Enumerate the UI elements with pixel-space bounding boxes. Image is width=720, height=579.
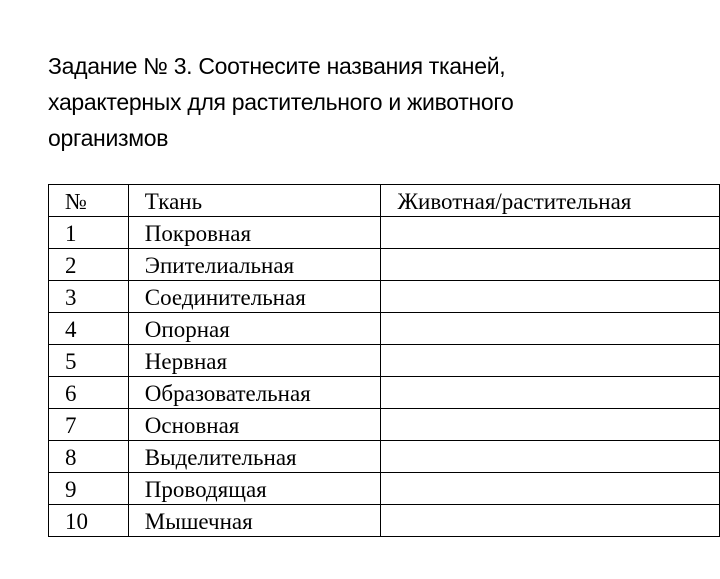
table-row <box>49 377 720 409</box>
row-tissue: Проводящая <box>128 473 381 505</box>
row-number: 3 <box>49 281 129 313</box>
table-row <box>49 281 720 313</box>
row-number: 8 <box>49 441 129 473</box>
row-type-answer[interactable] <box>381 249 720 281</box>
table-row <box>49 249 720 281</box>
row-number: 10 <box>49 505 129 537</box>
row-type-answer[interactable] <box>381 441 720 473</box>
tissue-matching-table <box>48 184 720 537</box>
table-row <box>49 505 720 537</box>
row-type-answer[interactable] <box>381 281 720 313</box>
row-tissue: Соединительная <box>128 281 381 313</box>
row-number: 7 <box>49 409 129 441</box>
row-tissue: Покровная <box>128 217 381 249</box>
table-row <box>49 217 720 249</box>
table-row <box>49 441 720 473</box>
table-row <box>49 345 720 377</box>
row-number: 9 <box>49 473 129 505</box>
row-tissue: Основная <box>128 409 381 441</box>
row-tissue: Нервная <box>128 345 381 377</box>
task-title-line-3: организмов <box>48 125 169 151</box>
row-type-answer[interactable] <box>381 217 720 249</box>
header-animal-plant: Животная/растительная <box>381 185 720 217</box>
row-tissue: Мышечная <box>128 505 381 537</box>
row-number: 4 <box>49 313 129 345</box>
row-type-answer[interactable] <box>381 473 720 505</box>
row-tissue: Образовательная <box>128 377 381 409</box>
row-number: 1 <box>49 217 129 249</box>
row-type-answer[interactable] <box>381 409 720 441</box>
row-number: 2 <box>49 249 129 281</box>
row-tissue: Опорная <box>128 313 381 345</box>
row-tissue: Эпителиальная <box>128 249 381 281</box>
task-title-line-2: характерных для растительного и животного <box>48 89 514 115</box>
row-type-answer[interactable] <box>381 377 720 409</box>
task-title-line-1: Задание № 3. Соотнесите названия тканей, <box>48 53 506 79</box>
row-number: 6 <box>49 377 129 409</box>
table-header-row <box>49 185 720 217</box>
header-number: № <box>49 185 129 217</box>
task-title <box>48 48 608 156</box>
table-row <box>49 313 720 345</box>
table-row <box>49 409 720 441</box>
row-type-answer[interactable] <box>381 345 720 377</box>
row-tissue: Выделительная <box>128 441 381 473</box>
row-type-answer[interactable] <box>381 313 720 345</box>
row-number: 5 <box>49 345 129 377</box>
header-tissue: Ткань <box>128 185 381 217</box>
row-type-answer[interactable] <box>381 505 720 537</box>
table-row <box>49 473 720 505</box>
